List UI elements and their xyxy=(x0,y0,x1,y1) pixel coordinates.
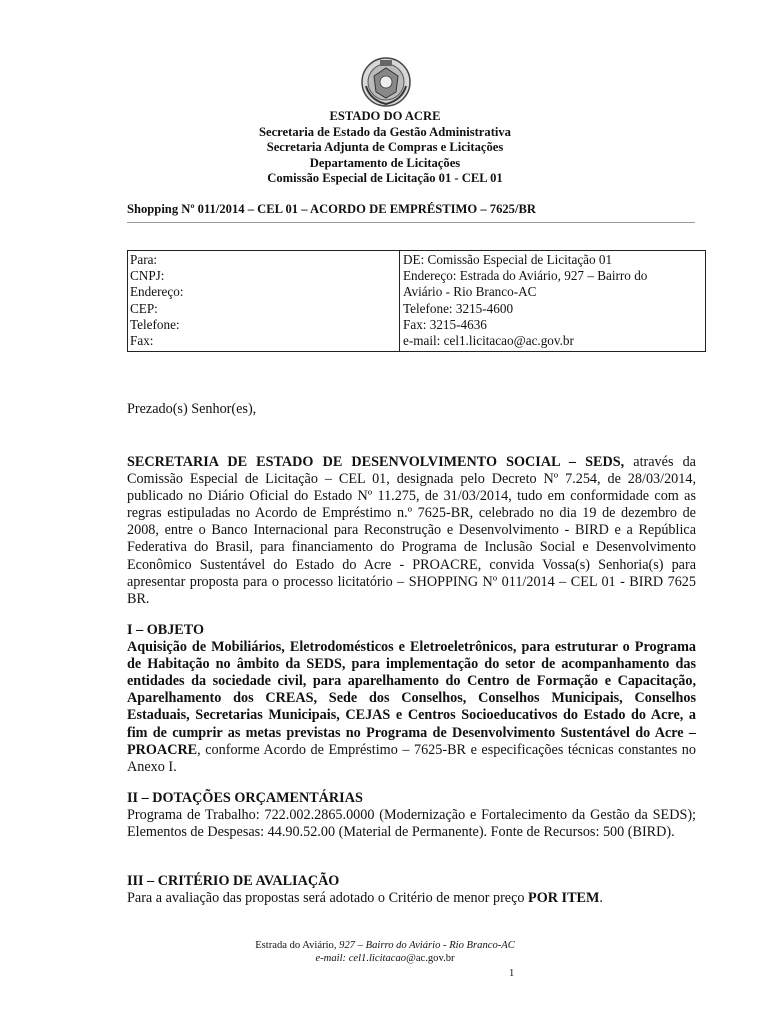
section-body xyxy=(127,890,696,907)
state-coat-of-arms-icon xyxy=(360,56,412,108)
recipient-field: Fax: xyxy=(130,333,154,349)
footer-email xyxy=(0,952,770,965)
footer-email-b: @ac.gov.br xyxy=(406,953,455,965)
sender-field: DE: Comissão Especial de Licitação 01 xyxy=(403,252,613,267)
intro-paragraph xyxy=(127,454,696,608)
section-title: III – CRITÉRIO DE AVALIAÇÃO xyxy=(127,873,340,889)
section-title: II – DOTAÇÕES ORÇAMENTÁRIAS xyxy=(127,790,363,806)
letterhead xyxy=(0,109,770,187)
section-objeto xyxy=(127,622,696,776)
page-number: 1 xyxy=(509,968,515,979)
recipient-field: Telefone: xyxy=(130,316,180,332)
section-criterio xyxy=(127,873,696,907)
sender-field: Endereço: Estrada do Aviário, 927 – Bairro do xyxy=(403,268,648,284)
section-text: Para a avaliação das propostas será adotado o Critério de menor preço xyxy=(127,890,529,907)
header-line: Departamento de Licitações xyxy=(309,155,461,170)
section-bold-text: POR ITEM xyxy=(528,890,600,907)
header-line: ESTADO DO ACRE xyxy=(329,109,441,123)
footer-email-a: e-mail: cel1.licitacao xyxy=(315,953,407,965)
header-line: Comissão Especial de Licitação 01 - CEL 01 xyxy=(267,171,503,186)
footer-address-b: 927 – Bairro do Aviário - Rio Branco-AC xyxy=(339,940,515,951)
footer-address xyxy=(0,939,770,952)
sender-field: Aviário - Rio Branco-AC xyxy=(403,284,537,300)
page-footer xyxy=(0,939,770,965)
section-body xyxy=(127,639,696,776)
section-bold-text: Aquisição de Mobiliários, Eletrodomésticos e Eletroeletrônicos, para estruturar o Programa de Habitação no âmbito da SEDS, para implementação do setor de acompanhamento das entidades da sociedade civil, para aparelhamento do Centro de Formação e Capacitação, Aparelhamento dos CREAS, Sede dos Conselhos, Conselhos Municipais, Conselhos Estaduais, Secretarias Municipais, CEJAS e Centros Socioeducativos do Estado do Acre, a fim de cumprir as metas previstas no Programa de Desenvolvimento Sustentável do Acre – PROACRE xyxy=(127,639,696,758)
recipient-field: CNPJ: xyxy=(130,268,165,284)
sender-field: Fax: 3215-4636 xyxy=(403,316,487,332)
recipient-field: CEP: xyxy=(130,300,158,316)
recipient-fields xyxy=(128,251,400,351)
sender-fields xyxy=(400,251,705,351)
document-reference: Shopping Nº 011/2014 – CEL 01 – ACORDO DE EMPRÉSTIMO – 7625/BR xyxy=(127,202,536,216)
header-line: Secretaria de Estado da Gestão Administrativa xyxy=(259,124,511,139)
section-title: I – OBJETO xyxy=(127,622,205,638)
recipient-field: Para: xyxy=(130,252,158,267)
recipient-sender-box xyxy=(127,250,706,352)
intro-text: através da Comissão Especial de Licitação – CEL 01, designada pelo Decreto Nº 7.254, de 28/03/2014, publicado no Diário Oficial do Estado Nº 11.275, de 31/03/2014, tudo em conformidade com as regras estipuladas no Acordo de Empréstimo n.º 7625-BR, celebrado no dia 19 de dezembro de 2008, entre o Banco Internacional para Reconstrução e Desenvolvimento - BIRD e a República Federativa do Brasil, para financiamento do Programa de Inclusão Social e Desenvolvimento Econômico Sustentável do Estado do Acre - PROACRE, convida Vossa(s) Senhoria(s) para apresentar proposta para o processo licitatório – SHOPPING Nº 011/2014 – CEL 01 - BIRD 7625 BR. xyxy=(127,454,696,607)
section-dotacoes xyxy=(127,790,696,841)
header-line: Secretaria Adjunta de Compras e Licitações xyxy=(266,140,504,155)
sender-field: e-mail: cel1.licitacao@ac.gov.br xyxy=(403,333,574,349)
section-text: Programa de Trabalho: 722.002.2865.0000 (Modernização e Fortalecimento da Gestão da SEDS); Elementos de Despesas: 44.90.52.00 (Material de Permanente). Fonte de Recursos: 500 (BIRD). xyxy=(127,807,696,841)
section-text-end: . xyxy=(599,890,603,907)
intro-lead: SECRETARIA DE ESTADO DE DESENVOLVIMENTO SOCIAL – SEDS, xyxy=(127,454,625,470)
footer-address-a: Estrada do Aviário, xyxy=(255,940,340,951)
sender-field: Telefone: 3215-4600 xyxy=(403,300,514,316)
greeting: Prezado(s) Senhor(es), xyxy=(127,401,257,417)
section-text: , conforme Acordo de Empréstimo – 7625-BR e especificações técnicas constantes no Anexo I. xyxy=(127,741,696,775)
divider xyxy=(127,222,695,223)
recipient-field: Endereço: xyxy=(130,284,184,300)
